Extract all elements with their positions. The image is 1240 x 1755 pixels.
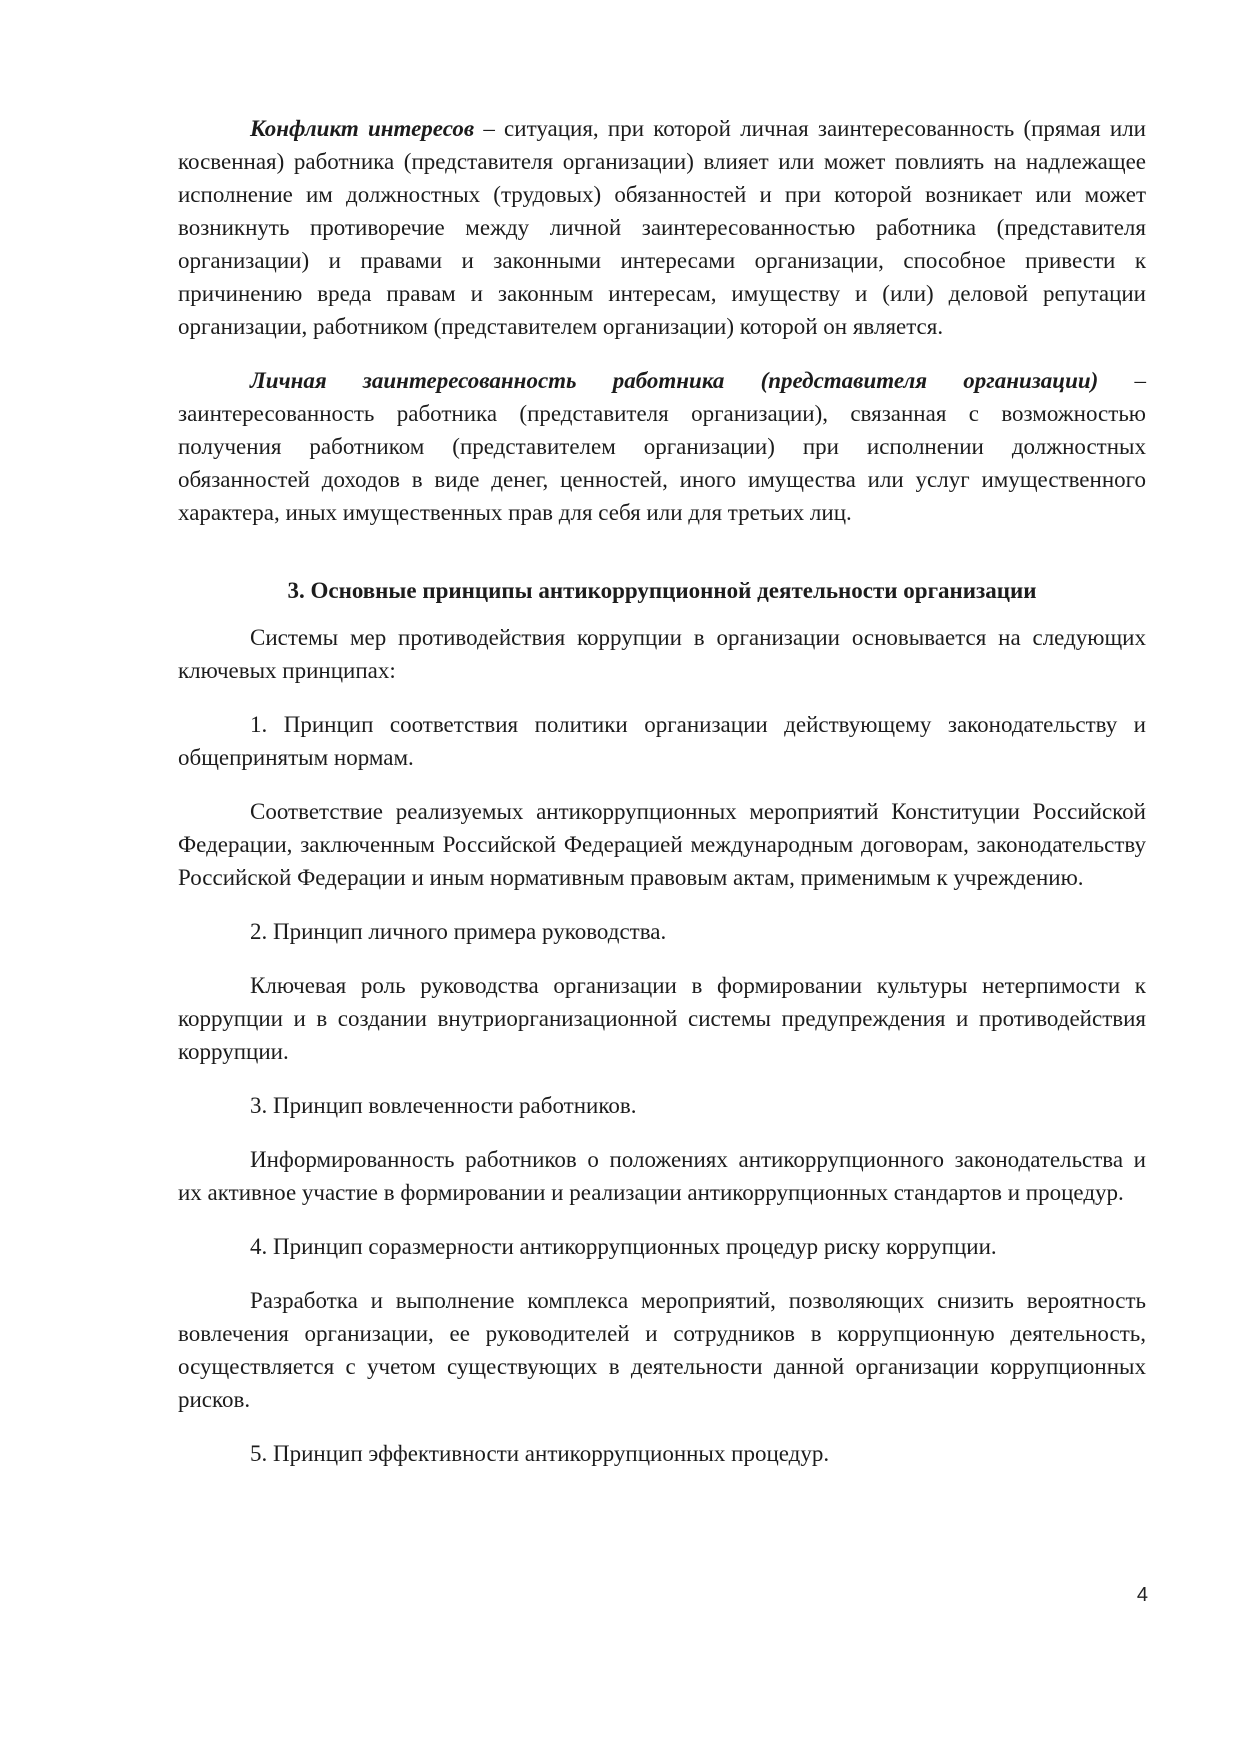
section-heading: 3. Основные принципы антикоррупционной деятельности организации [287, 578, 1037, 603]
definition-text: – ситуация, при которой личная заинтересованность (прямая или косвенная) работника (представителя организации) влияет или может повлиять на надлежащее исполнение им должностных (трудовых) обязанностей и при которой возникает или может возникнуть противоречие между личной заинтересованностью работника (представителя организации) и правами и законными интересами организации, способное привести к причинению вреда правам и законным интересам, имуществу и (или) деловой репутации организации, работником (представителем организации) которой он является. [178, 116, 1146, 339]
definition-text: – заинтересованность работника (представителя организации), связанная с возможностью получения работником (представителем организации) при исполнении должностных обязанностей доходов в виде денег, ценностей, иного имущества или услуг имущественного характера, иных имущественных прав для себя или для третьих лиц. [178, 368, 1147, 525]
principle-1-text: Соответствие реализуемых антикоррупционных мероприятий Конституции Российской Федерации, заключенным Российской Федерацией международным договорам, законодательству Российской Федерации и иным нормативным правовым актам, применимым к учреждению. [178, 799, 1146, 890]
principle-3-title: 3. Принцип вовлеченности работников. [250, 1093, 637, 1118]
principle-1-title: 1. Принцип соответствия политики организации действующему законодательству и общепринятым нормам. [178, 712, 1146, 770]
definition-conflict-of-interest [178, 112, 1146, 343]
page-number: 4 [1136, 1584, 1148, 1606]
definition-personal-interest [178, 364, 1146, 529]
definition-term: Личная заинтересованность работника (представителя организации) [250, 368, 1099, 393]
principle-2-text: Ключевая роль руководства организации в формировании культуры нетерпимости к коррупции и в создании внутриорганизационной системы предупреждения и противодействия коррупции. [178, 973, 1146, 1064]
document-body [178, 112, 1146, 1470]
definition-term: Конфликт интересов [250, 116, 475, 141]
principle-2-title: 2. Принцип личного примера руководства. [250, 919, 667, 944]
paragraph-intro: Системы мер противодействия коррупции в организации основывается на следующих ключевых принципах: [178, 625, 1146, 683]
principle-4-title: 4. Принцип соразмерности антикоррупционных процедур риску коррупции. [250, 1234, 997, 1259]
principle-5-title: 5. Принцип эффективности антикоррупционных процедур. [250, 1441, 830, 1466]
principle-3-text: Информированность работников о положениях антикоррупционного законодательства и их активное участие в формировании и реализации антикоррупционных стандартов и процедур. [178, 1147, 1146, 1205]
principle-4-text: Разработка и выполнение комплекса мероприятий, позволяющих снизить вероятность вовлечения организации, ее руководителей и сотрудников в коррупционную деятельность, осуществляется с учетом существующих в деятельности данной организации коррупционных рисков. [178, 1288, 1146, 1412]
